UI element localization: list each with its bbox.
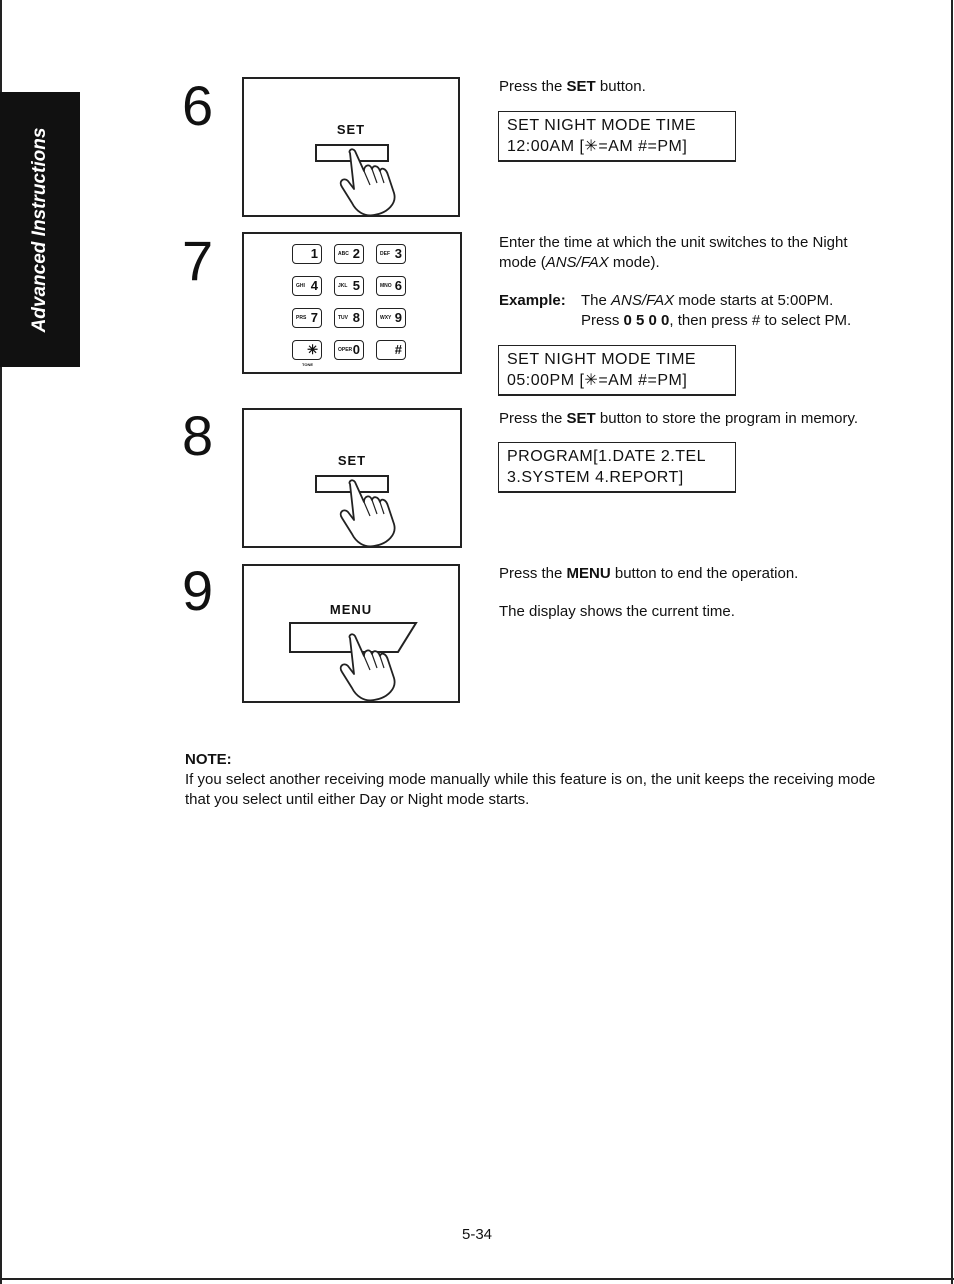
keypad-key-digit: 3	[394, 246, 402, 261]
step6-text-pre: Press the	[499, 78, 567, 95]
keypad-key-digit: 5	[352, 278, 360, 293]
display-lcd-3	[498, 442, 736, 493]
lcd1-line2: 12:00AM [✳=AM #=PM]	[507, 138, 688, 155]
step6-instruction	[499, 77, 646, 97]
lcd2-line2: 05:00PM [✳=AM #=PM]	[507, 372, 688, 389]
example-label-text: Example:	[499, 292, 566, 309]
step6-text-bold: SET	[566, 78, 596, 95]
step-number-7: 7	[182, 229, 214, 292]
panel-label: SET	[337, 453, 367, 468]
note-body: If you select another receiving mode manually while this feature is on, the unit keeps the receiving mode that you select until either Day or Night mode starts.	[185, 771, 876, 808]
lcd2-line1: SET NIGHT MODE TIME	[507, 351, 697, 368]
keypad-key-digit: 8	[352, 310, 360, 325]
keypad-key-digit: 1	[310, 246, 318, 261]
keypad-key-letters: GHI	[296, 283, 305, 289]
lcd3-line2: 3.SYSTEM 4.REPORT]	[507, 469, 684, 486]
keypad-key-letters: WXY	[380, 315, 392, 321]
lcd1-line1: SET NIGHT MODE TIME	[507, 117, 697, 134]
keypad-key	[292, 276, 322, 296]
menu-button-illustration	[242, 564, 460, 703]
keypad-key-digit: 4	[310, 278, 318, 293]
step-number-6: 6	[182, 74, 214, 137]
keypad-key-letters: TUV	[338, 315, 348, 321]
keypad-key-letters: OPER	[338, 347, 353, 353]
step7-text-italic: ANS/FAX	[545, 254, 609, 271]
display-lcd-2	[498, 345, 736, 396]
example-line2	[581, 311, 851, 331]
keypad-key-digit: ✳	[307, 342, 318, 357]
step8-instruction	[499, 409, 858, 429]
lcd3-line1: PROGRAM[1.DATE 2.TEL	[507, 448, 707, 465]
panel-label: SET	[336, 122, 366, 137]
step7-text-post: mode).	[608, 254, 660, 271]
step9-text-bold: MENU	[566, 565, 611, 582]
display-lcd-1	[498, 111, 736, 162]
step9-instruction	[499, 564, 798, 584]
step7-instruction	[499, 233, 889, 273]
step8-text-bold: SET	[566, 410, 596, 427]
keypad-key	[334, 308, 364, 328]
step9-note: The display shows the current time.	[499, 603, 735, 620]
keypad-key	[376, 340, 406, 360]
keypad-key-digit: 9	[394, 310, 402, 325]
finger-press-icon	[304, 141, 404, 217]
tone-label: TONE	[302, 362, 314, 367]
finger-press-icon	[284, 620, 424, 704]
step8-text-post: button to store the program in memory.	[595, 410, 859, 427]
keypad-key-letters: DEF	[380, 251, 390, 257]
keypad-key-digit: 6	[394, 278, 402, 293]
note-title: NOTE:	[185, 751, 232, 768]
keypad-key	[376, 308, 406, 328]
step9-text-pre: Press the	[499, 565, 567, 582]
keypad-key-letters: JKL	[338, 283, 348, 289]
panel-label: MENU	[329, 602, 373, 617]
keypad-key-digit: #	[394, 342, 402, 357]
keypad-key	[292, 340, 322, 360]
keypad-key-letters: MNO	[380, 283, 392, 289]
page-bottom-border	[0, 1278, 954, 1280]
example-line2-bold: 0 5 0 0	[623, 312, 670, 329]
step-number-8: 8	[182, 404, 214, 467]
step9-text-post: button to end the operation.	[610, 565, 799, 582]
page-number: 5-34	[461, 1226, 493, 1243]
set-button-illustration-2	[242, 408, 462, 548]
keypad-illustration	[242, 232, 462, 374]
example-line1-post: mode starts at 5:00PM.	[674, 292, 834, 309]
step8-text-pre: Press the	[499, 410, 567, 427]
section-tab-label: Advanced Instructions	[29, 127, 50, 332]
keypad-key	[376, 276, 406, 296]
keypad-key-digit: 0	[352, 342, 360, 357]
step7-text-pre: Enter the time at which the unit switches to the Night mode (	[499, 234, 848, 271]
keypad-key-letters: PRS	[296, 315, 307, 321]
keypad-key	[292, 244, 322, 264]
example-line2-pre: Press	[581, 312, 624, 329]
example-line1	[581, 291, 833, 311]
step-number-9: 9	[182, 559, 214, 622]
example-line1-italic: ANS/FAX	[611, 292, 675, 309]
keypad-key	[334, 244, 364, 264]
set-button-illustration	[242, 77, 460, 217]
keypad-key-digit: 2	[352, 246, 360, 261]
keypad-key	[334, 276, 364, 296]
keypad-key-letters: ABC	[338, 251, 349, 257]
step6-text-post: button.	[595, 78, 646, 95]
example-line2-post: , then press # to select PM.	[669, 312, 852, 329]
keypad-key-digit: 7	[310, 310, 318, 325]
keypad-key	[334, 340, 364, 360]
section-tab	[0, 92, 80, 367]
example-line1-pre: The	[581, 292, 612, 309]
keypad-key	[376, 244, 406, 264]
page-right-border	[951, 0, 953, 1284]
keypad-key	[292, 308, 322, 328]
example-label	[499, 291, 566, 311]
finger-press-icon	[304, 472, 404, 548]
